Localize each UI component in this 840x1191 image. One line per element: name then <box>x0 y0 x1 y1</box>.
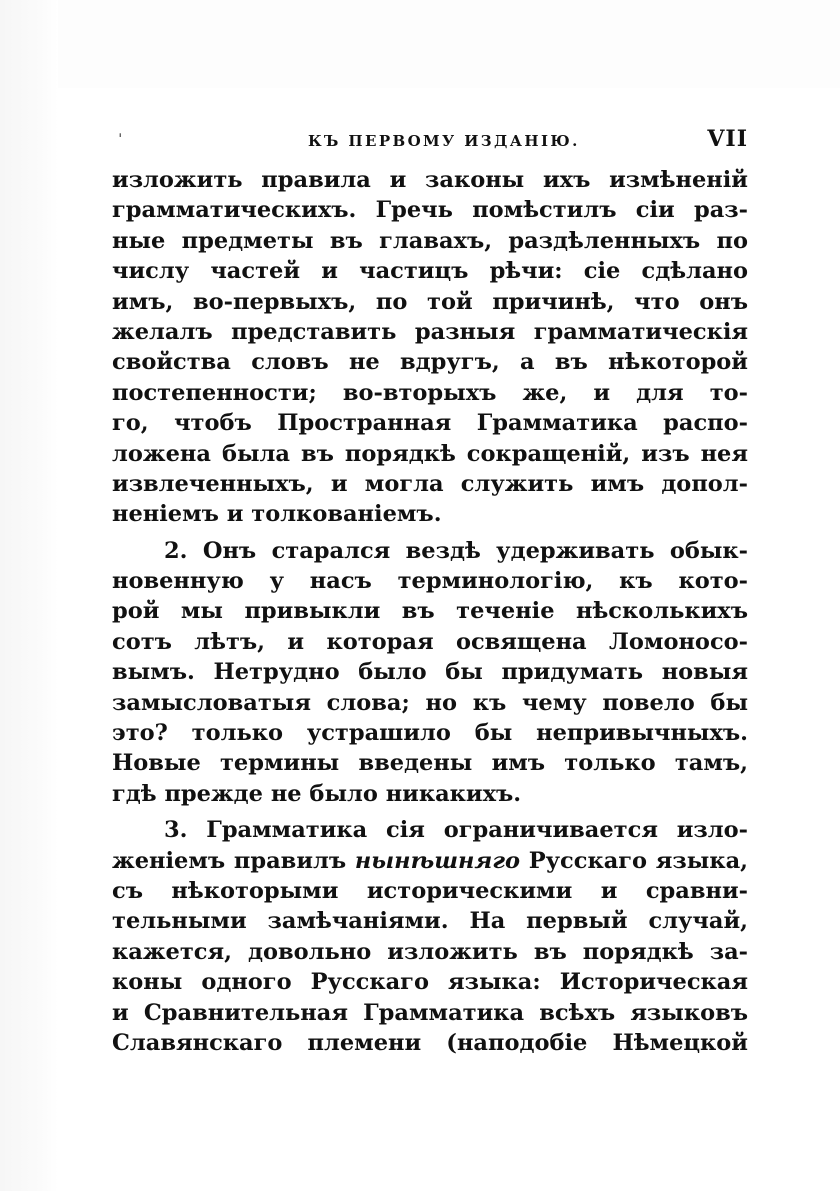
text-line: тельными замѣчаніями. На первый случай, <box>112 908 748 935</box>
page-number: VII <box>707 126 748 152</box>
text-run: Русскаго языка, <box>519 847 748 874</box>
text-line: Славянскаго племени (наподобіе Нѣмецкой <box>112 1029 748 1056</box>
text-line: кажется, довольно изложить въ порядкѣ за- <box>112 938 748 965</box>
text-line: 3. Грамматика сія ограничивается изло- <box>164 817 748 844</box>
text-line: имъ, во-первыхъ, по той причинѣ, что онъ <box>112 288 748 315</box>
text-line: гдѣ прежде не было никакихъ. <box>112 780 522 807</box>
text-line: и Сравнительная Грамматика всѣхъ языковъ <box>112 999 748 1026</box>
page-header <box>118 120 748 160</box>
text-line: неніемъ и толкованіемъ. <box>112 501 442 528</box>
text-line: постепенности; во-вторыхъ же, и для то- <box>112 379 748 406</box>
text-line: грамматическихъ. Гречь помѣстилъ сіи раз- <box>112 197 748 224</box>
corner-mark: ˌ <box>118 120 123 139</box>
text-line: свойства словъ не вдругъ, а въ нѣкоторой <box>112 349 748 376</box>
text-line: замысловатыя слова; но къ чему повело бы <box>112 689 748 716</box>
text-line: желалъ представить разныя грамматическія <box>112 318 748 345</box>
text-line: ные предметы въ главахъ, раздѣленныхъ по <box>112 227 748 254</box>
text-line: это? только устрашило бы непривычныхъ. <box>112 720 748 747</box>
text-line: съ нѣкоторыми историческими и сравни- <box>112 877 748 904</box>
text-run: женіемъ правилъ <box>112 847 355 874</box>
text-line: изложить правила и законы ихъ измѣненій <box>112 167 748 193</box>
text-line: сотъ лѣтъ, и которая освящена Ломоносо- <box>112 628 748 655</box>
italic-word: нынѣшняго <box>354 847 520 874</box>
text-line: ложена была въ порядкѣ сокращеній, изъ нея <box>112 440 748 467</box>
text-line: вымъ. Нетрудно было бы придумать новыя <box>112 659 748 686</box>
scan-top-margin <box>58 0 840 88</box>
text-line: го, чтобъ Пространная Грамматика распо- <box>112 410 748 437</box>
body-text <box>112 165 748 1058</box>
scan-margin-shadow <box>0 0 58 1191</box>
text-line: извлеченныхъ, и могла служить имъ допол- <box>112 470 748 497</box>
running-head: КЪ ПЕРВОМУ ИЗДАНІЮ. <box>308 132 580 150</box>
text-line: новенную у насъ терминологію, къ кото- <box>112 568 748 595</box>
text-line: рой мы привыкли въ теченіе нѣсколькихъ <box>112 598 748 625</box>
text-line: коны одного Русскаго языка: Историческая <box>112 969 748 996</box>
text-line <box>112 846 748 876</box>
text-line: 2. Онъ старался вездѣ удерживать обык- <box>164 537 748 564</box>
text-line: Новые термины введены имъ только тамъ, <box>112 750 748 777</box>
text-line: числу частей и частицъ рѣчи: сіе сдѣлано <box>112 258 748 285</box>
